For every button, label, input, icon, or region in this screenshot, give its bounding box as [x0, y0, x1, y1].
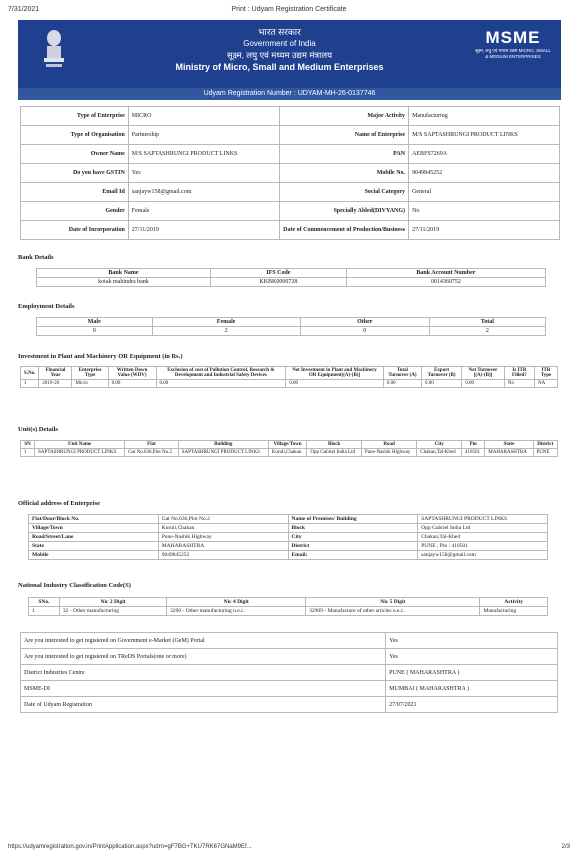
misc-label: Date of Udyam Registration	[21, 697, 386, 713]
national-emblem-icon	[40, 28, 68, 72]
investment-row-cell: 0.00	[286, 380, 384, 388]
bank-row-cell: 0014360752	[346, 278, 545, 287]
bank-row-cell: kotak mahindra bank	[37, 278, 211, 287]
misc-row	[21, 681, 558, 697]
udyam-registration-number: Udyam Registration Number : UDYAM-MH-26-0137746	[18, 88, 561, 100]
summary-label: Owner Name	[21, 145, 129, 164]
misc-info-table	[20, 632, 558, 713]
summary-value: Partnership	[128, 126, 279, 145]
browser-print-footer	[8, 844, 570, 854]
investment-title: Investment in Plant and Machinery OR Equipment (in Rs.)	[18, 353, 183, 360]
official-address-title: Official address of Enterprise	[18, 500, 101, 507]
nic-row-cell: 32909 - Manufacture of other articles n.e.c.	[306, 607, 480, 616]
nic-title: National Industry Classification Code(S)	[18, 582, 131, 589]
unit-row-cell: Chakan,Tal-Khed	[417, 449, 462, 457]
address-label: Village/Town	[29, 524, 159, 533]
address-value: SAPTASHRUNGI PRODUCT LINKS	[418, 515, 548, 524]
investment-row-cell: 0.00	[156, 380, 286, 388]
investment-row-cell: NA	[534, 380, 557, 388]
address-row	[29, 551, 548, 560]
ministry-name: Ministry of Micro, Small and Medium Enterprises	[175, 62, 384, 72]
address-value: Chakan,Tal-Khed	[418, 533, 548, 542]
unit-details-table	[20, 440, 558, 457]
misc-row	[21, 649, 558, 665]
address-label: Email:	[288, 551, 418, 560]
msme-logo	[475, 28, 551, 60]
unit-header	[21, 441, 558, 449]
unit-header-cell: Block	[307, 441, 362, 449]
nic-row	[29, 607, 548, 616]
summary-value: M/S SAPTASHRUNGI PRODUCT LINKS	[128, 145, 279, 164]
misc-value: PUNE ( MAHARASHTRA )	[386, 665, 558, 681]
misc-value: Yes	[386, 649, 558, 665]
unit-row	[21, 449, 558, 457]
summary-value: Yes	[128, 164, 279, 183]
investment-row-cell: 0.00	[462, 380, 505, 388]
employment-row-cell: 2	[152, 327, 300, 336]
misc-row	[21, 697, 558, 713]
misc-label: Are you interested to get registered on Government e-Market (GeM) Portal	[21, 633, 386, 649]
bank-header	[37, 269, 546, 278]
summary-label: Date of Incorporation	[21, 221, 129, 240]
address-label: State	[29, 542, 159, 551]
summary-label: Name of Enterprise	[279, 126, 408, 145]
print-page-number: 2/3	[561, 844, 570, 850]
bank-details-title: Bank Details	[18, 254, 54, 261]
summary-row	[21, 145, 560, 164]
summary-value: 9049845252	[409, 164, 560, 183]
ministry-banner	[18, 20, 561, 100]
summary-value: AEBFS7269A	[409, 145, 560, 164]
unit-header-cell: Building	[178, 441, 268, 449]
address-row	[29, 542, 548, 551]
nic-table	[28, 597, 548, 616]
unit-header-cell: Flat	[125, 441, 179, 449]
summary-value: Manufacturing	[409, 107, 560, 126]
summary-value: No	[409, 202, 560, 221]
nic-row-cell: Manufacturing	[480, 607, 548, 616]
summary-label: Type of Enterprise	[21, 107, 129, 126]
address-label: District	[288, 542, 418, 551]
misc-label: MSME-DI	[21, 681, 386, 697]
misc-label: Are you interested to get registered on TReDS Portals(one or more)	[21, 649, 386, 665]
address-value: Kuruli,Chakan	[158, 524, 288, 533]
unit-row-cell: Kuruli,Chakan	[268, 449, 307, 457]
investment-row-cell: No	[504, 380, 534, 388]
unit-header-cell: Unit Name	[35, 441, 125, 449]
hindi-gov: भारत सरकार	[258, 27, 301, 37]
employment-details-title: Employment Details	[18, 303, 75, 310]
misc-label: District Industries Centre	[21, 665, 386, 681]
investment-header-cell: Financial Year	[39, 367, 72, 380]
address-value: MAHARASHTRA	[158, 542, 288, 551]
address-label: Road/Street/Lane	[29, 533, 159, 542]
browser-print-header	[8, 6, 570, 18]
address-label: City	[288, 533, 418, 542]
unit-row-cell: Gat No.636,Plot No.2	[125, 449, 179, 457]
address-row	[29, 515, 548, 524]
summary-row	[21, 202, 560, 221]
investment-header-cell: Written Down Value (WDV)	[108, 367, 156, 380]
summary-value: M/S SAPTASHRUNGI PRODUCT LINKS	[409, 126, 560, 145]
nic-header-cell: Nic 2 Digit	[59, 598, 166, 607]
address-label: Block	[288, 524, 418, 533]
investment-row-cell: 0.00	[108, 380, 156, 388]
summary-label: Date of Commencement of Production/Business	[279, 221, 408, 240]
summary-label: Major Activity	[279, 107, 408, 126]
unit-row-cell: 1	[21, 449, 35, 457]
unit-header-cell: District	[533, 441, 557, 449]
summary-label: Mobile No.	[279, 164, 408, 183]
print-date: 7/31/2021	[8, 6, 40, 13]
investment-header-cell: Enterprise Type	[72, 367, 108, 380]
nic-header-cell: Nic 5 Digit	[306, 598, 480, 607]
address-row	[29, 533, 548, 542]
investment-row-cell: Micro	[72, 380, 108, 388]
unit-row-cell: Opp Gabriel India Ltd	[307, 449, 362, 457]
unit-header-cell: State	[485, 441, 533, 449]
investment-row	[21, 380, 558, 388]
unit-row-cell: SAPTASHRUNGI PRODUCT LINKS	[178, 449, 268, 457]
investment-header-cell: Export Turnover (B)	[421, 367, 461, 380]
address-value: Opp Gabriel India Ltd	[418, 524, 548, 533]
summary-label: Email Id	[21, 183, 129, 202]
misc-row	[21, 665, 558, 681]
summary-label: PAN	[279, 145, 408, 164]
employment-details-table	[36, 317, 546, 336]
bank-row-cell: KKBK0000728	[210, 278, 346, 287]
misc-value: Yes	[386, 633, 558, 649]
address-row	[29, 524, 548, 533]
employment-header-cell: Male	[37, 318, 153, 327]
hindi-ministry: सूक्ष्म, लघु एवं मध्यम उद्यम मंत्रालय	[226, 50, 333, 60]
investment-header-cell: Is ITR Filled?	[504, 367, 534, 380]
investment-header-cell: Net Investment in Plant and Machinery OR Equipment[(A)-(B)]	[286, 367, 384, 380]
msme-logo-sub: सूक्ष्म, लघु एवं मध्यम उद्यम MICRO, SMALL & MEDIUM ENTERPRISES	[475, 48, 551, 59]
msme-logo-text: MSME	[485, 28, 541, 47]
employment-header-cell: Other	[300, 318, 429, 327]
summary-value: General	[409, 183, 560, 202]
investment-row-cell: 2019-20	[39, 380, 72, 388]
summary-row	[21, 183, 560, 202]
address-label: Mobile	[29, 551, 159, 560]
employment-row-cell: 0	[300, 327, 429, 336]
nic-header-cell: Activity	[480, 598, 548, 607]
summary-value: MICRO	[128, 107, 279, 126]
print-url: https://udyamregistration.gov.in/PrintApplication.aspx?udrn=gF7BG+TKU7RK67GNaM9Ef...	[8, 844, 252, 850]
gov-of-india: Government of India	[243, 39, 316, 48]
summary-row	[21, 164, 560, 183]
investment-table	[20, 366, 558, 388]
unit-header-cell: Pin	[462, 441, 485, 449]
investment-header-cell: S.No.	[21, 367, 39, 380]
summary-row	[21, 107, 560, 126]
nic-header-cell: SNo.	[29, 598, 60, 607]
address-value: sanjayw158@gmail.com	[418, 551, 548, 560]
unit-header-cell: City	[417, 441, 462, 449]
misc-value: MUMBAI ( MAHARASHTRA )	[386, 681, 558, 697]
investment-header	[21, 367, 558, 380]
nic-row-cell: 1	[29, 607, 60, 616]
bank-header-cell: IFS Code	[210, 269, 346, 278]
misc-row	[21, 633, 558, 649]
employment-row	[37, 327, 546, 336]
summary-value: 27/11/2019	[409, 221, 560, 240]
bank-header-cell: Bank Account Number	[346, 269, 545, 278]
investment-row-cell: 0.00	[383, 380, 421, 388]
summary-label: Social Category	[279, 183, 408, 202]
employment-header-cell: Total	[429, 318, 545, 327]
summary-row	[21, 221, 560, 240]
summary-row	[21, 126, 560, 145]
print-title: Print : Udyam Registration Certificate	[231, 6, 347, 13]
summary-value: 27/11/2019	[128, 221, 279, 240]
investment-row-cell: 0.00	[421, 380, 461, 388]
summary-value: sanjayw158@gmail.com	[128, 183, 279, 202]
summary-value: Female	[128, 202, 279, 221]
address-value: Gat No.636,Plot No.2	[158, 515, 288, 524]
summary-label: Specially Abled(DIVYANG)	[279, 202, 408, 221]
bank-header-cell: Bank Name	[37, 269, 211, 278]
nic-row-cell: 32 - Other manufacturing	[59, 607, 166, 616]
investment-header-cell: Total Turnover (A)	[383, 367, 421, 380]
investment-header-cell: Net Turnover [(A)-(B)]	[462, 367, 505, 380]
unit-row-cell: MAHARASHTRA	[485, 449, 533, 457]
address-value: PUNE , Pin : 410501	[418, 542, 548, 551]
employment-header	[37, 318, 546, 327]
enterprise-summary-table	[20, 106, 560, 240]
employment-header-cell: Female	[152, 318, 300, 327]
unit-details-title: Unit(s) Details	[18, 426, 58, 433]
bank-row	[37, 278, 546, 287]
bank-details-table	[36, 268, 546, 287]
summary-label: Do you have GSTIN	[21, 164, 129, 183]
unit-header-cell: SN	[21, 441, 35, 449]
unit-header-cell: Village/Town	[268, 441, 307, 449]
summary-label: Type of Organisation	[21, 126, 129, 145]
investment-header-cell: ITR Type	[534, 367, 557, 380]
official-address-table	[28, 514, 548, 560]
unit-header-cell: Road	[361, 441, 416, 449]
unit-row-cell: SAPTASHRUNGI PRODUCT LINKS	[35, 449, 125, 457]
unit-row-cell: 410501	[462, 449, 485, 457]
nic-row-cell: 3290 - Other manufacturing n.e.c.	[167, 607, 306, 616]
investment-row-cell: 1	[21, 380, 39, 388]
address-value: 9049845252	[158, 551, 288, 560]
employment-row-cell: 0	[37, 327, 153, 336]
summary-label: Gender	[21, 202, 129, 221]
nic-header-cell: Nic 4 Digit	[167, 598, 306, 607]
address-label: Name of Premises/ Building	[288, 515, 418, 524]
employment-row-cell: 2	[429, 327, 545, 336]
misc-value: 27/07/2021	[386, 697, 558, 713]
unit-row-cell: Pune-Nashik Highway	[361, 449, 416, 457]
unit-row-cell: PUNE	[533, 449, 557, 457]
address-value: Pune-Nashik Highway	[158, 533, 288, 542]
nic-header	[29, 598, 548, 607]
investment-header-cell: Exclusion of cost of Pollution Control, Research & Development and Industrial Safety Devices	[156, 367, 286, 380]
address-label: Flat/Door/Block No.	[29, 515, 159, 524]
